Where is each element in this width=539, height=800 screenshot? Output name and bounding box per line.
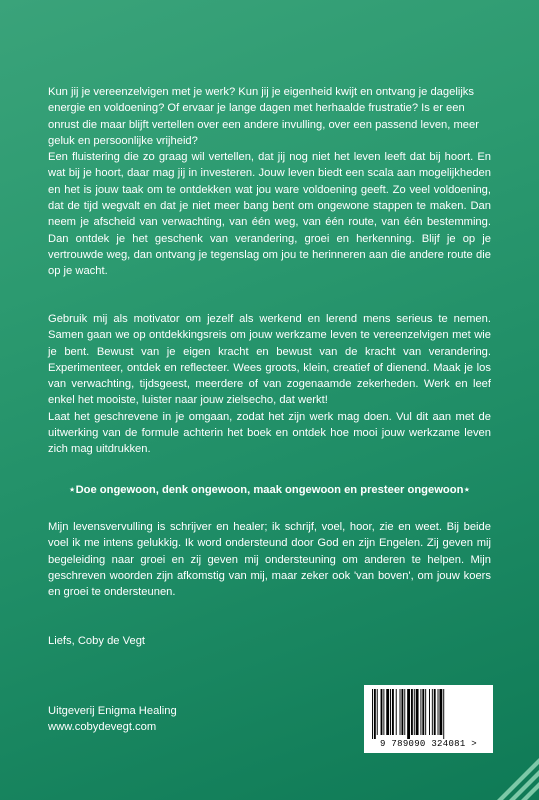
barcode-bars [370,689,487,739]
intro-paragraph-2: Een fluistering die zo graag wil vertellen, dat jij nog niet het leven leeft dat bij hoort. En wat bij je hoort, daar mag jij in investeren. Jouw leven biedt een scala aan mogelijkheden en het is jouw taak om te ontdekken wat jou ware voldoening geeft. Zo veel voldoening, dat de tijd wegvalt en dat je niet meer bang bent om ongewone stappen te maken. Dan neem je afscheid van verwachting, van één weg, van één route, van één bestemming. Dan ontdek je het geschenk van verandering, groei en herkenning. Blijf je op je vertrouwde weg, dan ontvang je tegenslag om jou te herinneren aan die andere route die op je wacht. [48,151,491,278]
isbn-barcode [364,685,493,753]
motivation-paragraph-1: Gebruik mij als motivator om jezelf als werkend en lerend mens serieus te nemen. Samen gaan we op ontdekkingsreis om jouw werkzame leven te vereenzelvigen met wie je bent. Bewust van je eigen kracht en bewust van de kracht van verandering. Experimenteer, ontdek en reflecteer. Wees groots, klein, creatief of dienend. Maak je los van verwachting, tijdsgeest, meerdere of van zogenaamde zekerheden. Werk en leef enkel het mooiste, luister naar jouw zielsecho, dat werkt! [48,313,491,407]
isbn-number: 9 789090 324081 > [380,739,477,749]
motivation-paragraph-2: Laat het geschrevene in je omgaan, zodat het zijn werk mag doen. Vul dit aan met de uitwerking van de formule achterin het boek en ontdek hoe mooi jouw werkzame leven zich mag uitdrukken. [48,410,491,456]
author-about: Mijn levensvervulling is schrijver en healer; ik schrijf, voel, hoor, zie en weet. Bij beide voel ik me intens gelukkig. Ik word ondersteund door God en zijn Engelen. Zij geven mij begeleiding naar groei en zij geven mij ondersteuning om anderen te helpen. Mijn geschreven woorden zijn afkomstig van mij, maar zeker ook 'van boven', om jouw koers en groei te ondersteunen. [48,521,491,599]
publisher-name: Uitgeverij Enigma Healing [48,705,177,717]
intro-paragraph-1: Kun jij je vereenzelvigen met je werk? Kun jij je eigenheid kwijt en ontvang je dagelijks energie en voldoening? Of ervaar je lange dagen met herhaalde frustratie? Is er een onrust die maar blijft vertellen over een andere invulling, over een passend leven, meer geluk en persoonlijke vrijheid? [48,86,479,147]
publisher-website: www.cobydevegt.com [48,721,157,734]
motivation-section [48,311,491,458]
slogan: ⋆Doe ongewoon, denk ongewoon, maak ongewoon en presteer ongewoon⋆ [68,484,471,496]
signature: Liefs, Coby de Vegt [48,635,146,647]
corner-stripes-decoration [479,740,539,800]
intro-section [48,84,491,280]
